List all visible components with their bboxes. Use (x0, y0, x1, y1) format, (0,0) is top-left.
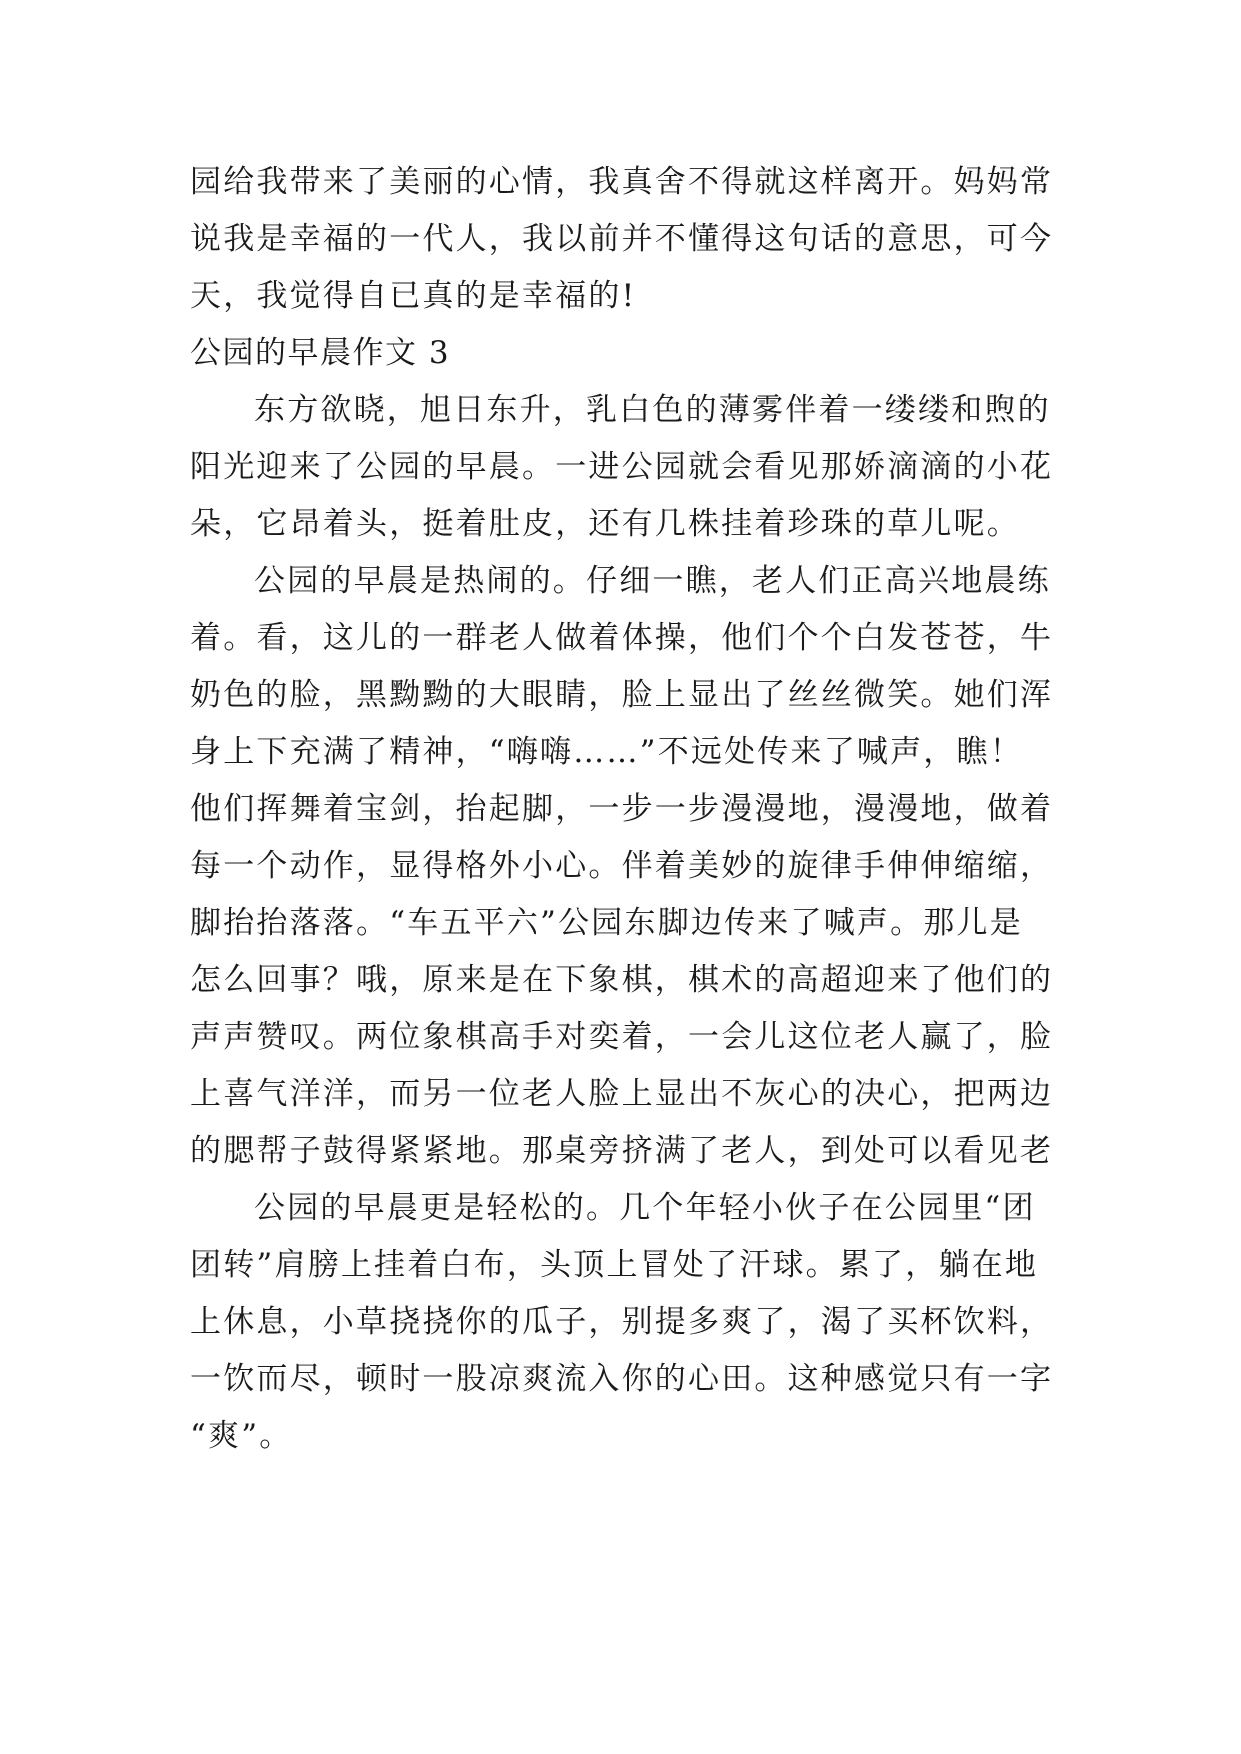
paragraph-2-line: 奶色的脸，黑黝黝的大眼睛，脸上显出了丝丝微笑。她们浑 (190, 677, 1054, 713)
paragraph-3-line: 上休息，小草挠挠你的瓜子，别提多爽了，渴了买杯饮料， (190, 1304, 1054, 1340)
paragraph-1-line: 阳光迎来了公园的早晨。一进公园就会看见那娇滴滴的小花 (190, 449, 1054, 485)
paragraph-1-line: 东方欲晓，旭日东升，乳白色的薄雾伴着一缕缕和煦的 (254, 392, 1051, 428)
text-line: 说我是幸福的一代人，我以前并不懂得这句话的意思，可今 (190, 221, 1054, 257)
paragraph-3-line: “爽”。 (190, 1418, 293, 1454)
paragraph-3-line: 团转”肩膀上挂着白布，头顶上冒处了汗球。累了，躺在地 (190, 1247, 1039, 1283)
paragraph-2-line: 公园的早晨是热闹的。仔细一瞧，老人们正高兴地晨练 (254, 563, 1051, 599)
text-line: 天，我觉得自已真的是幸福的! (190, 278, 637, 314)
paragraph-2-line: 上喜气洋洋，而另一位老人脸上显出不灰心的决心，把两边 (190, 1076, 1054, 1112)
paragraph-2-line: 脚抬抬落落。“车五平六”公园东脚边传来了喊声。那儿是 (190, 905, 1023, 941)
paragraph-3-line: 一饮而尽，顿时一股凉爽流入你的心田。这种感觉只有一字 (190, 1361, 1054, 1397)
paragraph-3-line: 公园的早晨更是轻松的。几个年轻小伙子在公园里“团 (254, 1190, 1036, 1226)
paragraph-2-line: 声声赞叹。两位象棋高手对奕着，一会儿这位老人赢了，脸 (190, 1019, 1054, 1055)
paragraph-2-line: 的腮帮子鼓得紧紧地。那桌旁挤满了老人，到处可以看见老 (190, 1133, 1054, 1169)
paragraph-1-line: 朵，它昂着头，挺着肚皮，还有几株挂着珍珠的草儿呢。 (190, 506, 1020, 542)
paragraph-2-line: 着。看，这儿的一群老人做着体操，他们个个白发苍苍，牛 (190, 620, 1054, 656)
paragraph-2-line: 每一个动作，显得格外小心。伴着美妙的旋律手伸伸缩缩， (190, 848, 1054, 884)
paragraph-2-line: 他们挥舞着宝剑，抬起脚，一步一步漫漫地，漫漫地，做着 (190, 791, 1054, 827)
section-title: 公园的早晨作文 3 (190, 335, 451, 371)
paragraph-2-line: 身上下充满了精神，“嗨嗨……”不远处传来了喊声，瞧！ (190, 734, 1023, 770)
paragraph-2-line: 怎么回事？哦，原来是在下象棋，棋术的高超迎来了他们的 (190, 962, 1054, 998)
text-line: 园给我带来了美丽的心情，我真舍不得就这样离开。妈妈常 (190, 164, 1054, 200)
